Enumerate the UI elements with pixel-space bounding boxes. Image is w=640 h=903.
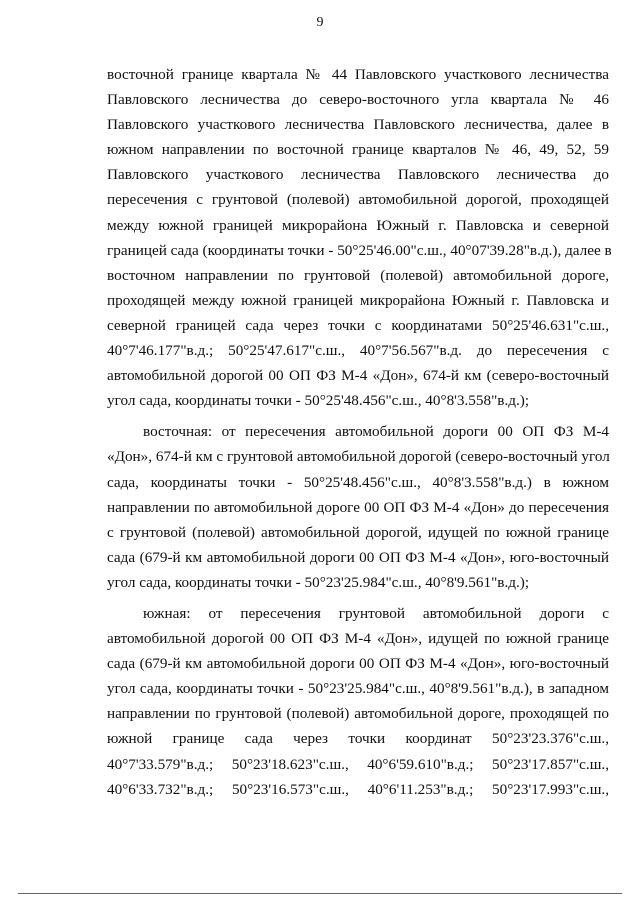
text-line: угол сада, координаты точки - 50°25'48.456"с.ш., 40°8'3.558"в.д.); — [107, 392, 530, 410]
text-line: угол сада, координаты точки - 50°23'25.984"с.ш., 40°8'9.561"в.д.), в западном — [107, 680, 609, 698]
text-line: автомобильной дорогой 00 ОП ФЗ М-4 «Дон», идущей по южной границе — [107, 630, 609, 648]
text-line: сада (679-й км автомобильной дороги 00 ОП ФЗ М-4 «Дон», юго-восточный — [107, 655, 609, 673]
text-line: направлении по автомобильной дороге 00 ОП ФЗ М-4 «Дон» до пересечения — [107, 498, 609, 516]
text-line: 40°6'33.732"в.д.; 50°23'16.573"с.ш., 40°6'11.253"в.д.; 50°23'17.993"с.ш., — [107, 780, 609, 798]
text-line: сада (679-й км автомобильной дороги 00 ОП ФЗ М-4 «Дон», юго-восточный — [107, 548, 609, 566]
text-line: между южной границей микрорайона Южный г. Павловска и северной — [107, 216, 609, 234]
text-line: Павловского участкового лесничества Павловского лесничества, далее в — [107, 116, 609, 134]
text-line: границей сада (координаты точки - 50°25'46.00"с.ш., 40°07'39.28"в.д.), далее в — [107, 241, 612, 259]
text-line: автомобильной дорогой 00 ОП ФЗ М-4 «Дон», 674-й км (северо-восточный — [107, 367, 609, 385]
text-line: направлении по грунтовой (полевой) автомобильной дороге, проходящей по — [107, 705, 609, 723]
page-number: 9 — [316, 15, 324, 30]
text-line: 40°7'46.177"в.д.; 50°25'47.617"с.ш., 40°7'56.567"в.д. до пересечения с — [107, 342, 609, 360]
text-line: сада, координаты точки - 50°25'48.456"с.ш., 40°8'3.558"в.д.) в южном — [107, 473, 609, 491]
text-line: южном направлении по восточной границе кварталов № 46, 49, 52, 59 — [107, 141, 609, 159]
text-line: восточной границе квартала № 44 Павловского участкового лесничества — [107, 66, 609, 83]
paragraph-start-east: восточная: от пересечения автомобильной дороги 00 ОП ФЗ М-4 — [143, 423, 609, 441]
text-line: проходящей между южной границей микрорайона Южный г. Павловска и — [107, 291, 609, 309]
text-line: северной границей сада через точки с координатами 50°25'46.631"с.ш., — [107, 316, 609, 334]
footer-rule — [18, 893, 622, 894]
text-line: пересечения с грунтовой (полевой) автомобильной дорогой, проходящей — [107, 191, 609, 209]
text-line: с грунтовой (полевой) автомобильной дорогой, идущей по южной границе — [107, 523, 609, 541]
text-line: Павловского лесничества до северо-восточного угла квартала № 46 — [107, 91, 609, 109]
text-line: 40°7'33.579"в.д.; 50°23'18.623"с.ш., 40°6'59.610"в.д.; 50°23'17.857"с.ш., — [107, 755, 609, 773]
text-line: «Дон», 674-й км с грунтовой автомобильной дорогой (северо-восточный угол — [107, 448, 610, 466]
text-line: восточном направлении по грунтовой (полевой) автомобильной дороге, — [107, 266, 609, 284]
text-line: угол сада, координаты точки - 50°23'25.984"с.ш., 40°8'9.561"в.д.); — [107, 573, 530, 591]
text-line: Павловского участкового лесничества Павловского лесничества до — [107, 166, 609, 184]
document-body — [107, 62, 612, 802]
paragraph-start-south: южная: от пересечения грунтовой автомобильной дороги с — [143, 604, 609, 622]
text-line: южной границе сада через точки координат 50°23'23.376"с.ш., — [107, 730, 609, 748]
